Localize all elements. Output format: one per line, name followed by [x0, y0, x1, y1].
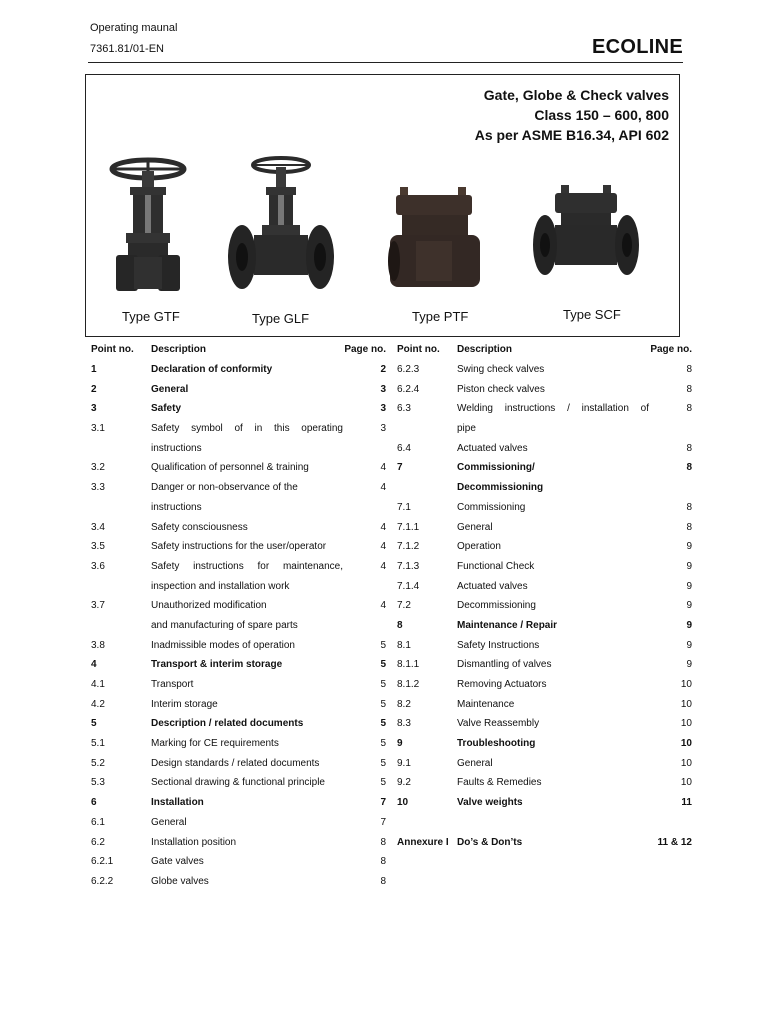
toc-description: Commissioning	[457, 501, 526, 513]
brand-logo: ECOLINE	[592, 36, 683, 58]
toc-point-number: 9.2	[397, 777, 411, 789]
toc-page-number: 10	[680, 698, 692, 710]
toc-row	[91, 458, 386, 478]
toc-description: Safety Instructions	[457, 639, 540, 651]
toc-point-number: 6.4	[397, 442, 411, 454]
toc-page-number: 8	[686, 521, 692, 533]
toc-description: Design standards / related documents	[151, 757, 320, 769]
valve-label-scf: Type SCF	[563, 307, 621, 322]
toc-row	[397, 753, 692, 773]
toc-point-number: 3.8	[91, 639, 105, 651]
toc-row	[91, 832, 386, 852]
toc-page-number: 5	[380, 757, 386, 769]
toc-page-number: 10	[680, 757, 692, 769]
toc-description: and manufacturing of spare parts	[151, 619, 298, 631]
toc-row	[397, 813, 692, 833]
toc-page-number	[343, 438, 386, 458]
toc-page-number	[649, 478, 692, 498]
toc-point-number: 7.1	[397, 501, 411, 513]
toc-point-number: 7	[397, 462, 403, 474]
toc-point-number: 9.1	[397, 757, 411, 769]
toc-row	[91, 557, 386, 577]
toc-page-number: 9	[686, 600, 692, 612]
toc-point-number: 6.2	[91, 836, 105, 848]
toc-point-number: 6	[91, 797, 97, 809]
toc-page-number: 4	[380, 541, 386, 553]
toc-point-number: 3.1	[91, 423, 105, 435]
toc-page-number: 5	[380, 777, 386, 789]
toc-row	[91, 537, 386, 557]
toc-description: General	[457, 757, 493, 769]
toc-point-number	[91, 616, 151, 636]
toc-page-number	[343, 616, 386, 636]
toc-description: Transport & interim storage	[151, 659, 283, 671]
toc-point-number: 3	[91, 403, 97, 415]
title-line-1: Gate, Globe & Check valves	[483, 87, 669, 103]
toc-row	[91, 517, 386, 537]
toc-page-number: 3	[380, 423, 386, 435]
toc-point-number: 9	[397, 738, 403, 750]
toc-page-number: 5	[380, 679, 386, 691]
col-page-header: Page no.	[650, 344, 692, 356]
toc-description: pipe	[457, 423, 476, 435]
toc-page-number: 10	[680, 777, 692, 789]
toc-point-number: 1	[91, 364, 97, 376]
toc-description: Maintenance / Repair	[457, 619, 558, 631]
toc-description: General	[151, 816, 187, 828]
toc-row	[397, 655, 692, 675]
toc-point-number: 10	[397, 797, 409, 809]
toc-description: Danger or non-observance of the	[151, 482, 298, 494]
toc-description: Installation position	[151, 836, 237, 848]
cover-frame	[85, 74, 680, 337]
toc-row	[397, 773, 692, 793]
glf-valve-image	[226, 155, 336, 300]
toc-page-number: 3	[380, 403, 386, 415]
toc-row	[397, 379, 692, 399]
toc-row	[91, 596, 386, 616]
toc-point-number: 5.3	[91, 777, 105, 789]
toc-description: Faults & Remedies	[457, 777, 542, 789]
toc-point-number: 4.2	[91, 698, 105, 710]
toc-page-number: 4	[380, 521, 386, 533]
scf-valve-image	[531, 183, 641, 283]
toc-row	[397, 616, 692, 636]
toc-description: Troubleshooting	[457, 738, 536, 750]
toc-page-number: 8	[686, 364, 692, 376]
toc-point-number: 4	[91, 659, 97, 671]
toc-description: Dismantling of valves	[457, 659, 552, 671]
toc-page-number: 11	[681, 797, 692, 809]
toc-page-number: 4	[380, 600, 386, 612]
toc-page-number: 8	[686, 442, 692, 454]
toc-row	[91, 438, 386, 458]
toc-row	[397, 714, 692, 734]
toc-left-column	[91, 340, 386, 891]
toc-row	[397, 694, 692, 714]
toc-point-number: 5.2	[91, 757, 105, 769]
toc-point-number	[91, 498, 151, 518]
toc-point-number: 8.2	[397, 698, 411, 710]
toc-row	[397, 478, 692, 498]
col-description-header: Description	[151, 344, 207, 356]
toc-row	[397, 537, 692, 557]
toc-row	[91, 576, 386, 596]
toc-row	[91, 675, 386, 695]
toc-point-number: 6.2.3	[397, 364, 420, 376]
toc-point-number: 6.1	[91, 816, 105, 828]
toc-description: instructions	[151, 442, 202, 454]
toc-row	[397, 734, 692, 754]
toc-description: Description / related documents	[151, 718, 304, 730]
toc-page-number: 8	[686, 403, 692, 415]
col-page-header: Page no.	[344, 344, 386, 356]
toc-description: instructions	[151, 501, 202, 513]
toc-row	[91, 694, 386, 714]
toc-point-number: 8	[397, 619, 403, 631]
toc-description: Safety instructions for the user/operator	[151, 541, 327, 553]
toc-description: Actuated valves	[457, 442, 528, 454]
toc-description: Safety consciousness	[151, 521, 248, 533]
toc-right-column	[397, 340, 692, 852]
toc-page-number: 7	[380, 816, 386, 828]
toc-description: Valve Reassembly	[457, 718, 540, 730]
toc-header-row	[397, 340, 692, 360]
toc-description: General	[151, 383, 189, 395]
toc-description: Do’s & Don’ts	[457, 836, 523, 848]
toc-point-number: 8.1.1	[397, 659, 420, 671]
toc-page-number: 5	[380, 659, 386, 671]
toc-row	[91, 399, 386, 419]
toc-row	[91, 478, 386, 498]
valve-label-ptf: Type PTF	[412, 309, 469, 324]
toc-point-number: Annexure I	[397, 836, 449, 848]
toc-row	[397, 458, 692, 478]
toc-description: Sectional drawing & functional principle	[151, 777, 325, 789]
toc-page-number	[649, 813, 692, 833]
toc-description: Commissioning/	[457, 462, 535, 474]
toc-row	[91, 793, 386, 813]
toc-description: Declaration of conformity	[151, 364, 273, 376]
title-line-2: Class 150 – 600, 800	[534, 107, 669, 123]
toc-description: Actuated valves	[457, 580, 528, 592]
toc-page-number: 10	[680, 679, 692, 691]
toc-page-number: 7	[380, 797, 386, 809]
toc-row	[91, 635, 386, 655]
toc-description: Piston check valves	[457, 383, 545, 395]
toc-description: Swing check valves	[457, 364, 545, 376]
toc-row	[397, 675, 692, 695]
toc-row	[91, 734, 386, 754]
toc-point-number	[91, 438, 151, 458]
toc-description: Removing Actuators	[457, 679, 547, 691]
toc-page-number: 3	[380, 383, 386, 395]
toc-point-number: 6.2.4	[397, 383, 420, 395]
toc-page-number: 8	[686, 383, 692, 395]
toc-page-number: 5	[380, 718, 386, 730]
toc-description: Unauthorized modification	[151, 600, 267, 612]
toc-page-number: 10	[680, 718, 692, 730]
toc-page-number: 4	[380, 482, 386, 494]
toc-row	[397, 517, 692, 537]
toc-description	[457, 813, 649, 833]
toc-page-number: 2	[380, 364, 386, 376]
valve-label-glf: Type GLF	[252, 311, 310, 326]
toc-point-number: 3.2	[91, 462, 105, 474]
toc-description: Marking for CE requirements	[151, 738, 279, 750]
toc-point-number: 8.1.2	[397, 679, 420, 691]
toc-page-number: 9	[686, 639, 692, 651]
toc-page-number: 8	[380, 836, 386, 848]
toc-point-number	[91, 576, 151, 596]
toc-row	[91, 498, 386, 518]
toc-description: Gate valves	[151, 856, 204, 868]
toc-row	[91, 773, 386, 793]
toc-page-number: 9	[686, 560, 692, 572]
toc-point-number: 6.3	[397, 403, 411, 415]
toc-point-number: 3.7	[91, 600, 105, 612]
toc-point-number: 3.6	[91, 560, 105, 572]
toc-description: Maintenance	[457, 698, 515, 710]
toc-page-number	[343, 498, 386, 518]
toc-page-number: 8	[380, 856, 386, 868]
toc-point-number: 5	[91, 718, 97, 730]
toc-description: Safety	[151, 403, 182, 415]
toc-row	[397, 635, 692, 655]
toc-page-number: 9	[686, 580, 692, 592]
doc-number: 7361.81/01-EN	[90, 43, 164, 55]
toc-row	[397, 438, 692, 458]
toc-description: Operation	[457, 541, 501, 553]
toc-row	[397, 399, 692, 419]
toc-description: Safety instructions for maintenance,	[151, 560, 343, 572]
toc-page-number: 8	[686, 501, 692, 513]
col-description-header: Description	[457, 344, 513, 356]
toc-description: Decommissioning	[457, 482, 544, 494]
toc-description: Valve weights	[457, 797, 523, 809]
col-point-header: Point no.	[397, 344, 440, 356]
toc-row	[91, 872, 386, 892]
toc-page-number: 4	[380, 560, 386, 572]
title-line-3: As per ASME B16.34, API 602	[474, 127, 669, 143]
toc-point-number: 5.1	[91, 738, 105, 750]
toc-description: Safety symbol of in this operating	[151, 423, 343, 435]
toc-description: Transport	[151, 679, 194, 691]
toc-row	[397, 419, 692, 439]
toc-point-number: 7.1.2	[397, 541, 420, 553]
toc-point-number: 3.3	[91, 482, 105, 494]
toc-page-number: 5	[380, 639, 386, 651]
toc-row	[397, 498, 692, 518]
toc-row	[91, 360, 386, 380]
toc-row	[397, 360, 692, 380]
toc-description: Decommissioning	[457, 600, 536, 612]
doc-type: Operating maunal	[90, 22, 178, 34]
col-point-header: Point no.	[91, 344, 134, 356]
toc-row	[91, 616, 386, 636]
gtf-valve-image	[108, 157, 188, 297]
toc-description: inspection and installation work	[151, 580, 290, 592]
toc-page-number: 9	[686, 541, 692, 553]
toc-point-number: 7.1.4	[397, 580, 420, 592]
toc-point-number: 6.2.2	[91, 875, 114, 887]
toc-row	[397, 576, 692, 596]
toc-page-number: 4	[380, 462, 386, 474]
toc-point-number: 7.2	[397, 600, 411, 612]
toc-row	[91, 714, 386, 734]
toc-page-number	[649, 419, 692, 439]
toc-description: Globe valves	[151, 875, 209, 887]
toc-row	[91, 813, 386, 833]
toc-row	[397, 832, 692, 852]
toc-point-number: 4.1	[91, 679, 105, 691]
header-rule	[88, 62, 683, 63]
toc-point-number: 7.1.1	[397, 521, 420, 533]
toc-point-number	[397, 419, 457, 439]
valve-label-gtf: Type GTF	[122, 309, 180, 324]
toc-page-number: 9	[686, 619, 692, 631]
toc-description: Welding instructions / installation of	[457, 403, 649, 415]
toc-header-row	[91, 340, 386, 360]
toc-row	[91, 753, 386, 773]
toc-row	[91, 655, 386, 675]
toc-description: Qualification of personnel & training	[151, 462, 309, 474]
toc-page-number: 11 & 12	[657, 836, 692, 848]
toc-page-number	[343, 576, 386, 596]
toc-point-number: 6.2.1	[91, 856, 114, 868]
toc-point-number	[397, 478, 457, 498]
toc-description: Inadmissible modes of operation	[151, 639, 295, 651]
toc-point-number	[397, 813, 457, 833]
toc-row	[91, 852, 386, 872]
toc-description: Interim storage	[151, 698, 218, 710]
toc-point-number: 8.3	[397, 718, 411, 730]
toc-description: Installation	[151, 797, 204, 809]
toc-page-number: 5	[380, 698, 386, 710]
toc-page-number: 8	[380, 875, 386, 887]
document-title	[475, 85, 669, 145]
toc-row	[397, 793, 692, 813]
toc-page-number: 5	[380, 738, 386, 750]
toc-row	[397, 557, 692, 577]
toc-point-number: 8.1	[397, 639, 411, 651]
toc-description: Functional Check	[457, 560, 535, 572]
toc-page-number: 10	[680, 738, 692, 750]
toc-description: General	[457, 521, 493, 533]
toc-point-number: 7.1.3	[397, 560, 420, 572]
toc-point-number: 2	[91, 383, 97, 395]
toc-page-number: 8	[686, 462, 692, 474]
toc-point-number: 3.4	[91, 521, 105, 533]
toc-row	[91, 419, 386, 439]
toc-point-number: 3.5	[91, 541, 105, 553]
toc-row	[397, 596, 692, 616]
toc-page-number: 9	[686, 659, 692, 671]
toc-row	[91, 379, 386, 399]
ptf-valve-image	[386, 185, 486, 295]
